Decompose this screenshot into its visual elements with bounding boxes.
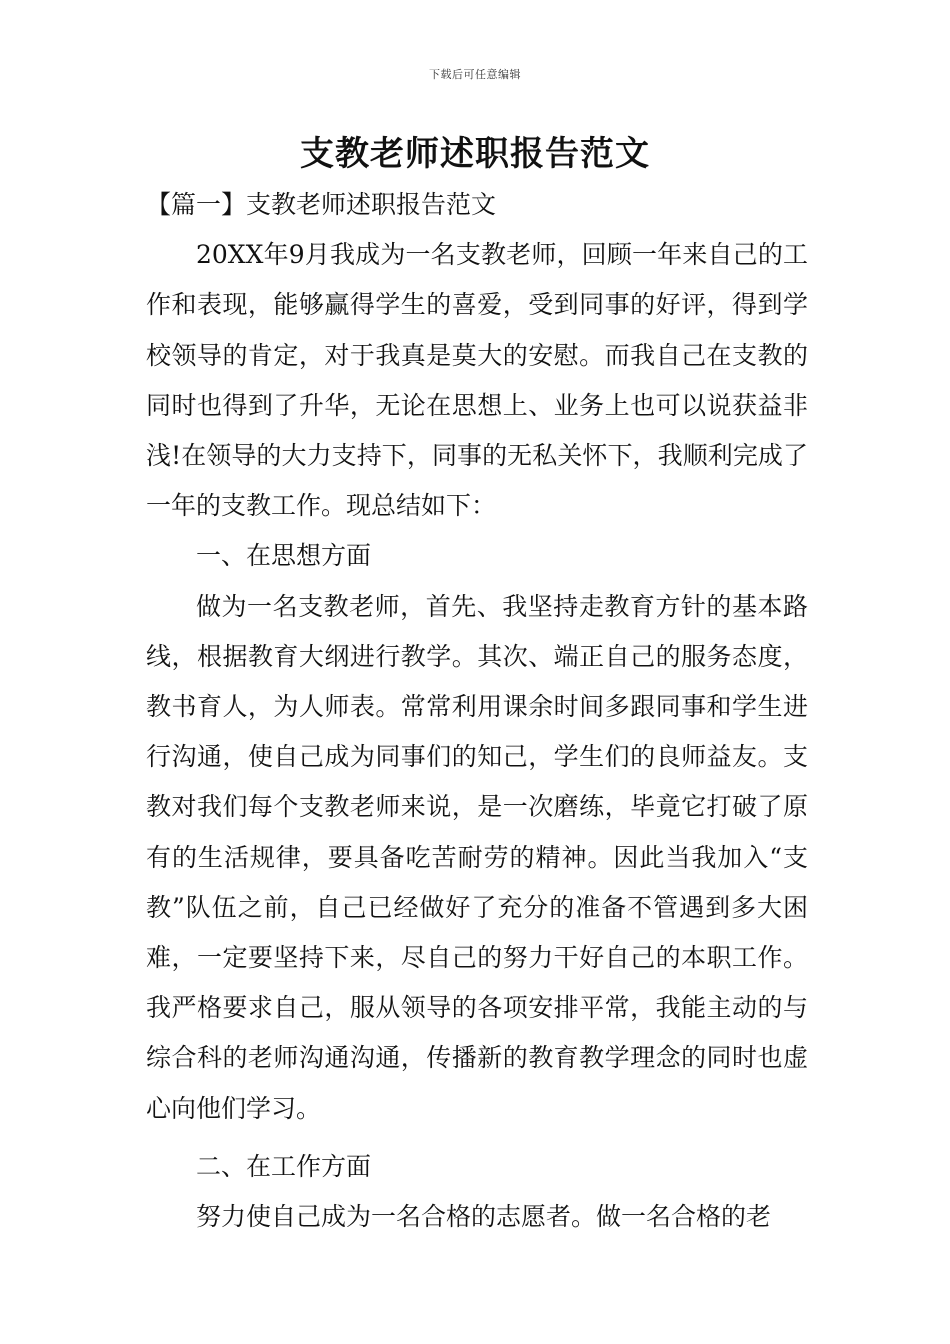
document-body [146,180,808,1242]
paragraph-intro: 20XX年9月我成为一名支教老师，回顾一年来自己的工作和表现，能够赢得学生的喜爱，受到同事的好评，得到学校领导的肯定，对于我真是莫大的安慰。而我自己在支教的同时也得到了升华，无论在思想上、业务上也可以说获益非浅!在领导的大力支持下，同事的无私关怀下，我顺利完成了一年的支教工作。现总结如下： [146,240,808,521]
paragraph-work: 努力使自己成为一名合格的志愿者。做一名合格的老 [196,1202,772,1232]
paragraph-thought: 做为一名支教老师，首先、我坚持走教育方针的基本路线，根据教育大纲进行教学。其次、端正自己的服务态度，教书育人，为人师表。常常利用课余时间多跟同事和学生进行沟通，使自己成为同事们的知己，学生们的良师益友。支教对我们每个支教老师来说，是一次磨练，毕竟它打破了原有的生活规律，要具备吃苦耐劳的精神。因此当我加入“支教”队伍之前，自己已经做好了充分的准备不管遇到多大困难，一定要坚持下来，尽自己的努力干好自己的本职工作。我严格要求自己，服从领导的各项安排平常，我能主动的与综合科的老师沟通沟通，传播新的教育教学理念的同时也虚心向他们学习。 [146,591,808,1123]
paragraph-gap [146,1134,808,1142]
section-heading-work: 二、在工作方面 [196,1151,372,1181]
section-heading-thought: 一、在思想方面 [196,541,372,571]
document-title: 支教老师述职报告范文 [300,134,650,174]
header-note: 下载后可任意编辑 [429,68,521,81]
section-subtitle: 【篇一】支教老师述职报告范文 [146,190,497,219]
